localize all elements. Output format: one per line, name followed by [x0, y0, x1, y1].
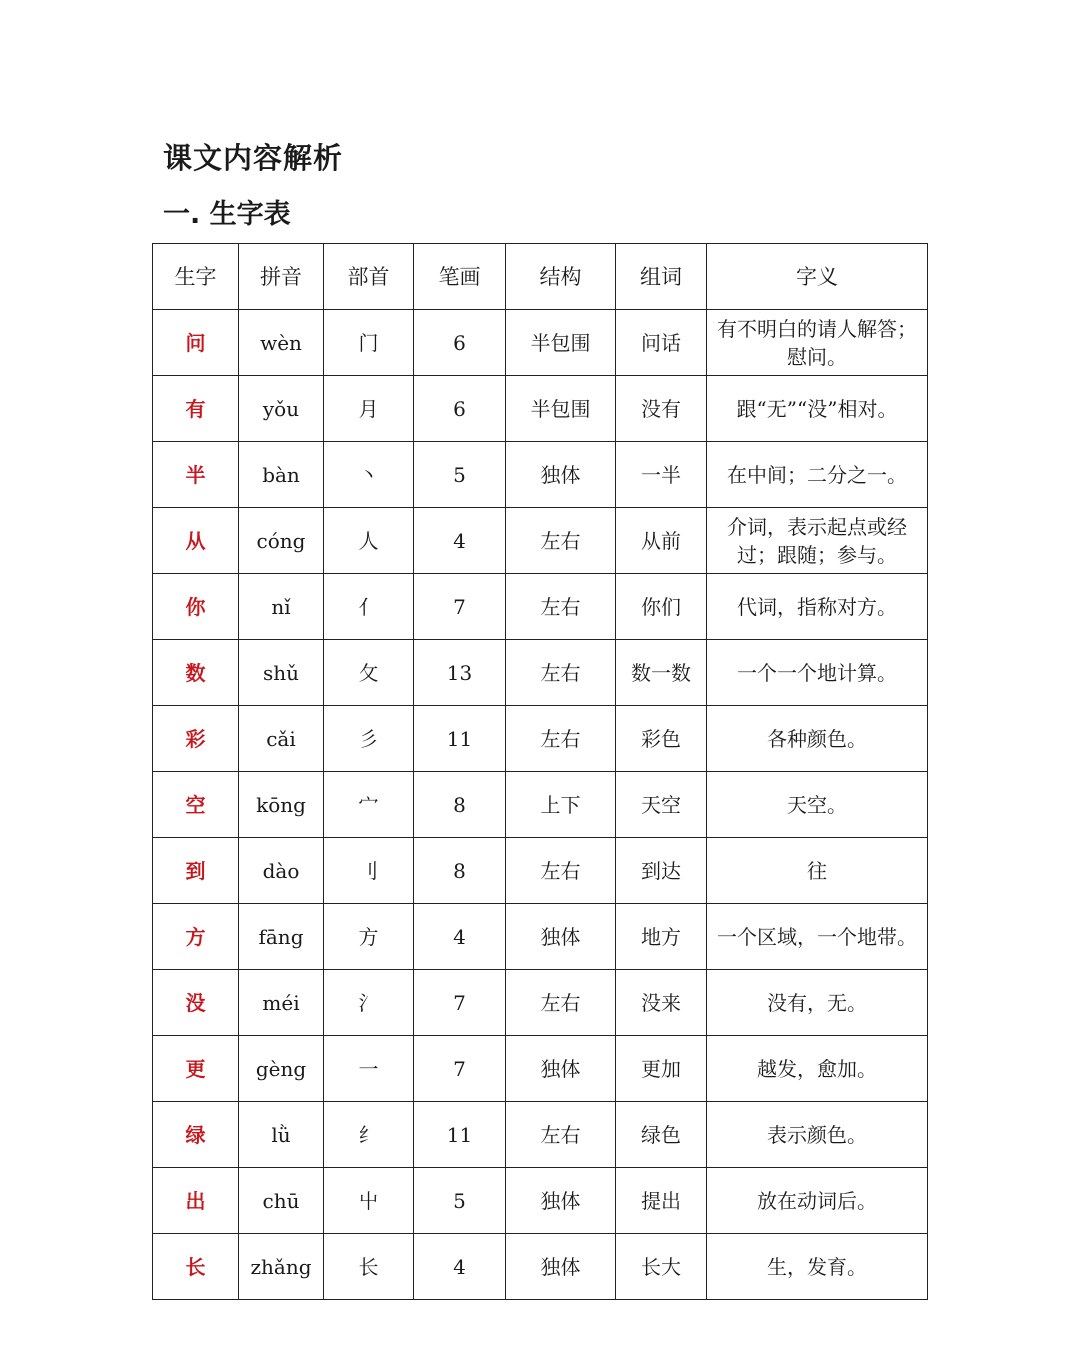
- cell-char: 你: [153, 574, 239, 640]
- table-row: [153, 1102, 928, 1168]
- cell-pinyin: zhǎng: [239, 1234, 324, 1300]
- table-row: [153, 574, 928, 640]
- cell-radical: 氵: [324, 970, 414, 1036]
- table-row: [153, 1168, 928, 1234]
- cell-pinyin: cǎi: [239, 706, 324, 772]
- header-char: 生字: [153, 244, 239, 310]
- cell-char: 更: [153, 1036, 239, 1102]
- cell-pinyin: cóng: [239, 508, 324, 574]
- cell-char: 数: [153, 640, 239, 706]
- cell-radical: 宀: [324, 772, 414, 838]
- cell-structure: 左右: [506, 838, 616, 904]
- cell-structure: 左右: [506, 1102, 616, 1168]
- cell-meaning: 放在动词后。: [707, 1168, 928, 1234]
- cell-pinyin: gèng: [239, 1036, 324, 1102]
- cell-radical: 攵: [324, 640, 414, 706]
- cell-meaning: 天空。: [707, 772, 928, 838]
- cell-strokes: 6: [414, 310, 506, 376]
- cell-structure: 独体: [506, 1168, 616, 1234]
- cell-word: 数一数: [616, 640, 707, 706]
- cell-radical: 彡: [324, 706, 414, 772]
- cell-meaning: 往: [707, 838, 928, 904]
- table-row: [153, 640, 928, 706]
- cell-word: 地方: [616, 904, 707, 970]
- cell-strokes: 5: [414, 442, 506, 508]
- cell-meaning: 表示颜色。: [707, 1102, 928, 1168]
- cell-structure: 独体: [506, 442, 616, 508]
- table-row: [153, 310, 928, 376]
- cell-pinyin: dào: [239, 838, 324, 904]
- cell-radical: 屮: [324, 1168, 414, 1234]
- cell-word: 提出: [616, 1168, 707, 1234]
- cell-char: 问: [153, 310, 239, 376]
- header-pinyin: 拼音: [239, 244, 324, 310]
- cell-structure: 独体: [506, 1036, 616, 1102]
- cell-pinyin: yǒu: [239, 376, 324, 442]
- cell-word: 从前: [616, 508, 707, 574]
- page-title: 课文内容解析: [163, 141, 344, 175]
- cell-meaning: 有不明白的请人解答；慰问。: [707, 310, 928, 376]
- cell-radical: 纟: [324, 1102, 414, 1168]
- cell-meaning: 生，发育。: [707, 1234, 928, 1300]
- cell-structure: 左右: [506, 508, 616, 574]
- cell-strokes: 7: [414, 970, 506, 1036]
- cell-meaning: 介词，表示起点或经过；跟随；参与。: [707, 508, 928, 574]
- cell-strokes: 4: [414, 904, 506, 970]
- cell-strokes: 7: [414, 1036, 506, 1102]
- cell-structure: 半包围: [506, 310, 616, 376]
- cell-strokes: 6: [414, 376, 506, 442]
- cell-word: 长大: [616, 1234, 707, 1300]
- cell-char: 长: [153, 1234, 239, 1300]
- cell-pinyin: kōng: [239, 772, 324, 838]
- section-title: 一. 生字表: [163, 199, 291, 230]
- cell-pinyin: wèn: [239, 310, 324, 376]
- cell-structure: 左右: [506, 640, 616, 706]
- table-row: [153, 508, 928, 574]
- table-body: [153, 310, 928, 1300]
- cell-radical: 人: [324, 508, 414, 574]
- table-row: [153, 1036, 928, 1102]
- table-row: [153, 376, 928, 442]
- cell-strokes: 4: [414, 508, 506, 574]
- cell-strokes: 4: [414, 1234, 506, 1300]
- cell-meaning: 越发，愈加。: [707, 1036, 928, 1102]
- table-row: [153, 1234, 928, 1300]
- cell-char: 彩: [153, 706, 239, 772]
- cell-pinyin: chū: [239, 1168, 324, 1234]
- cell-structure: 独体: [506, 1234, 616, 1300]
- cell-word: 没来: [616, 970, 707, 1036]
- cell-structure: 半包围: [506, 376, 616, 442]
- cell-structure: 左右: [506, 970, 616, 1036]
- cell-pinyin: shǔ: [239, 640, 324, 706]
- cell-strokes: 8: [414, 772, 506, 838]
- table-row: [153, 970, 928, 1036]
- cell-meaning: 一个一个地计算。: [707, 640, 928, 706]
- cell-strokes: 11: [414, 1102, 506, 1168]
- table-row: [153, 706, 928, 772]
- table-row: [153, 904, 928, 970]
- cell-meaning: 跟“无”“没”相对。: [707, 376, 928, 442]
- cell-structure: 上下: [506, 772, 616, 838]
- header-radical: 部首: [324, 244, 414, 310]
- cell-meaning: 代词，指称对方。: [707, 574, 928, 640]
- table-row: [153, 838, 928, 904]
- cell-strokes: 5: [414, 1168, 506, 1234]
- cell-char: 到: [153, 838, 239, 904]
- cell-char: 绿: [153, 1102, 239, 1168]
- cell-pinyin: fāng: [239, 904, 324, 970]
- cell-pinyin: nǐ: [239, 574, 324, 640]
- cell-char: 空: [153, 772, 239, 838]
- cell-strokes: 11: [414, 706, 506, 772]
- header-word: 组词: [616, 244, 707, 310]
- table-row: [153, 772, 928, 838]
- cell-structure: 左右: [506, 574, 616, 640]
- cell-word: 到达: [616, 838, 707, 904]
- header-strokes: 笔画: [414, 244, 506, 310]
- cell-word: 更加: [616, 1036, 707, 1102]
- cell-radical: 门: [324, 310, 414, 376]
- cell-char: 从: [153, 508, 239, 574]
- cell-word: 彩色: [616, 706, 707, 772]
- cell-char: 有: [153, 376, 239, 442]
- cell-strokes: 8: [414, 838, 506, 904]
- cell-char: 出: [153, 1168, 239, 1234]
- cell-pinyin: lǜ: [239, 1102, 324, 1168]
- cell-structure: 左右: [506, 706, 616, 772]
- cell-radical: 刂: [324, 838, 414, 904]
- cell-word: 一半: [616, 442, 707, 508]
- cell-meaning: 各种颜色。: [707, 706, 928, 772]
- cell-structure: 独体: [506, 904, 616, 970]
- cell-word: 没有: [616, 376, 707, 442]
- header-structure: 结构: [506, 244, 616, 310]
- table-row: [153, 442, 928, 508]
- cell-meaning: 一个区域，一个地带。: [707, 904, 928, 970]
- cell-word: 你们: [616, 574, 707, 640]
- cell-char: 方: [153, 904, 239, 970]
- cell-meaning: 在中间；二分之一。: [707, 442, 928, 508]
- cell-char: 半: [153, 442, 239, 508]
- cell-word: 问话: [616, 310, 707, 376]
- cell-word: 绿色: [616, 1102, 707, 1168]
- cell-char: 没: [153, 970, 239, 1036]
- header-meaning: 字义: [707, 244, 928, 310]
- cell-word: 天空: [616, 772, 707, 838]
- table-header-row: [153, 244, 928, 310]
- cell-radical: 一: [324, 1036, 414, 1102]
- cell-radical: 亻: [324, 574, 414, 640]
- cell-strokes: 7: [414, 574, 506, 640]
- cell-pinyin: méi: [239, 970, 324, 1036]
- cell-meaning: 没有，无。: [707, 970, 928, 1036]
- cell-strokes: 13: [414, 640, 506, 706]
- cell-radical: 方: [324, 904, 414, 970]
- cell-radical: 月: [324, 376, 414, 442]
- cell-pinyin: bàn: [239, 442, 324, 508]
- cell-radical: 丶: [324, 442, 414, 508]
- vocabulary-table: [152, 243, 928, 1300]
- cell-radical: 长: [324, 1234, 414, 1300]
